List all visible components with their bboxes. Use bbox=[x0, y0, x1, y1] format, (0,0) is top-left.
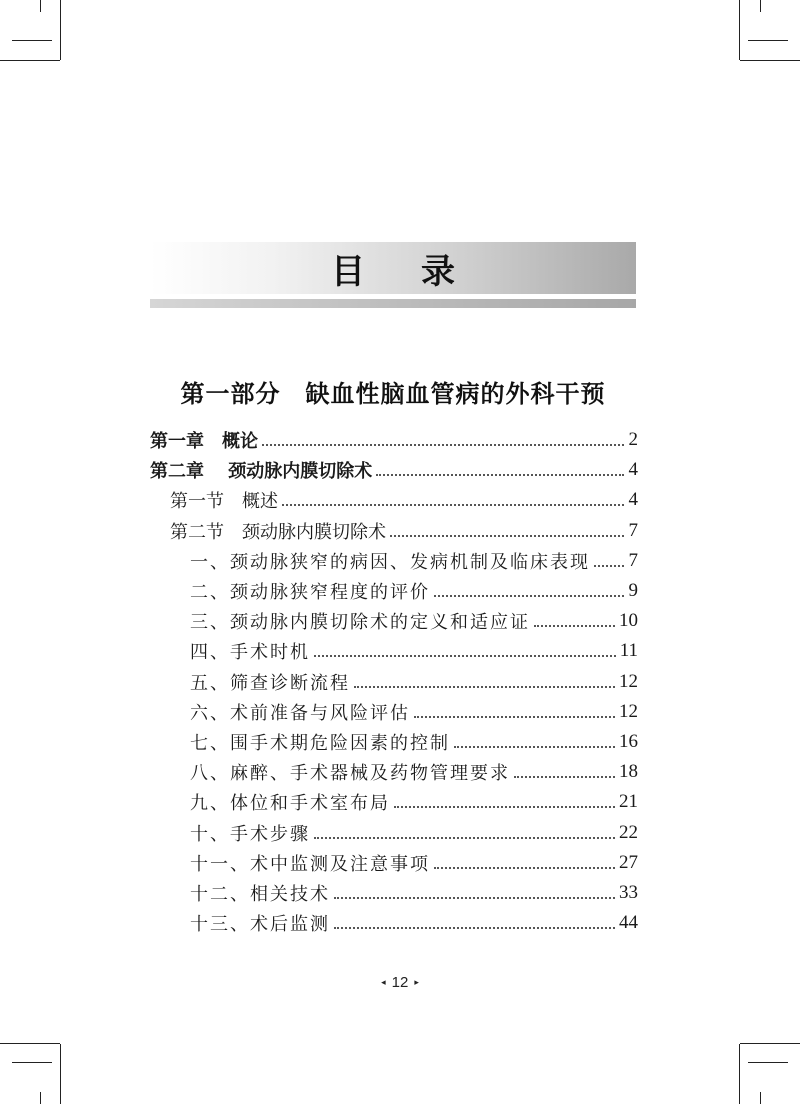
toc-entry-page: 12 bbox=[619, 700, 638, 722]
left-arrow-icon: ◂ bbox=[381, 977, 386, 987]
banner-underline bbox=[150, 299, 636, 308]
toc-entry-label: 十三、术后监测 bbox=[190, 914, 330, 936]
toc-entry-page: 10 bbox=[619, 610, 638, 632]
crop-mark bbox=[739, 0, 740, 60]
crop-mark bbox=[748, 1062, 788, 1063]
dot-leader bbox=[594, 565, 624, 567]
crop-mark bbox=[740, 1043, 800, 1044]
toc-entry-page: 21 bbox=[619, 791, 638, 813]
toc-entry-chapter[interactable] bbox=[150, 425, 638, 455]
toc-entry-label: 九、体位和手术室布局 bbox=[190, 793, 390, 815]
dot-leader bbox=[534, 625, 615, 627]
crop-mark bbox=[0, 1043, 60, 1044]
toc-entry-item[interactable] bbox=[190, 636, 638, 666]
toc-entry-page: 44 bbox=[619, 912, 638, 934]
toc-entry-page: 9 bbox=[628, 580, 638, 601]
dot-leader bbox=[434, 595, 624, 597]
crop-mark bbox=[760, 0, 761, 12]
crop-mark bbox=[60, 0, 61, 60]
crop-mark bbox=[760, 1092, 761, 1104]
toc-entry-page: 12 bbox=[619, 670, 638, 692]
part-title: 第一部分 缺血性脑血管病的外科干预 bbox=[180, 379, 606, 408]
toc-entry-label: 六、术前准备与风险评估 bbox=[190, 702, 410, 724]
dot-leader bbox=[434, 867, 615, 869]
dot-leader bbox=[334, 897, 615, 899]
toc-entry-item[interactable] bbox=[190, 697, 638, 727]
crop-mark bbox=[40, 0, 41, 12]
toc-entry-page: 18 bbox=[619, 761, 638, 783]
toc-entry-chapter[interactable] bbox=[150, 455, 638, 485]
toc-entry-page: 33 bbox=[619, 882, 638, 903]
toc-entry-page: 16 bbox=[619, 731, 638, 752]
crop-mark bbox=[740, 60, 800, 61]
contents-title: 目录 bbox=[331, 251, 511, 292]
toc-entry-label: 十二、相关技术 bbox=[190, 884, 330, 905]
toc-entry-label: 三、颈动脉内膜切除术的定义和适应证 bbox=[190, 612, 530, 634]
crop-mark bbox=[739, 1044, 740, 1104]
toc-entry-item[interactable] bbox=[190, 818, 638, 848]
crop-mark bbox=[748, 40, 788, 41]
dot-leader bbox=[314, 655, 616, 657]
toc-entry-section[interactable] bbox=[170, 516, 638, 546]
toc-entry-label: 十、手术步骤 bbox=[190, 823, 310, 845]
toc-entry-label: 第二章 颈动脉内膜切除术 bbox=[150, 461, 373, 483]
toc-entry-section[interactable] bbox=[170, 485, 638, 515]
crop-mark bbox=[12, 40, 52, 41]
dot-leader bbox=[334, 927, 615, 929]
dot-leader bbox=[354, 686, 615, 688]
dot-leader bbox=[394, 806, 615, 808]
toc-entry-item[interactable] bbox=[190, 757, 638, 787]
toc-entry-page: 4 bbox=[628, 489, 638, 511]
toc-entry-label: 十一、术中监测及注意事项 bbox=[190, 853, 430, 875]
crop-mark bbox=[12, 1062, 52, 1063]
dot-leader bbox=[390, 535, 624, 537]
toc-entry-label: 一、颈动脉狭窄的病因、发病机制及临床表现 bbox=[190, 551, 590, 573]
dot-leader bbox=[282, 504, 624, 506]
toc-entry-label: 第一节 概述 bbox=[170, 491, 278, 513]
dot-leader bbox=[454, 746, 615, 748]
page-number-value: 12 bbox=[391, 974, 409, 991]
dot-leader bbox=[514, 776, 615, 778]
toc-entry-item[interactable] bbox=[190, 667, 638, 697]
toc-entry-item[interactable] bbox=[190, 606, 638, 636]
toc-entry-page: 4 bbox=[628, 459, 638, 481]
toc-entry-page: 7 bbox=[628, 519, 638, 541]
toc-entry-label: 第二节 颈动脉内膜切除术 bbox=[170, 521, 386, 543]
toc-entry-item[interactable] bbox=[190, 546, 638, 576]
page-number bbox=[0, 974, 800, 991]
dot-leader bbox=[314, 837, 615, 839]
toc-entry-label: 二、颈动脉狭窄程度的评价 bbox=[190, 582, 430, 603]
toc-entry-page: 7 bbox=[628, 549, 638, 571]
toc-entry-label: 七、围手术期危险因素的控制 bbox=[190, 733, 450, 754]
toc-entry-page: 11 bbox=[619, 640, 638, 662]
toc-entry-item[interactable] bbox=[190, 908, 638, 938]
toc-entry-page: 22 bbox=[619, 821, 638, 843]
contents-banner bbox=[150, 242, 636, 294]
toc-entry-label: 五、筛查诊断流程 bbox=[190, 672, 350, 694]
right-arrow-icon: ▸ bbox=[414, 977, 419, 987]
crop-mark bbox=[0, 60, 60, 61]
toc-entry-item[interactable] bbox=[190, 576, 638, 606]
toc-entry-label: 八、麻醉、手术器械及药物管理要求 bbox=[190, 763, 510, 785]
crop-mark bbox=[60, 1044, 61, 1104]
dot-leader bbox=[262, 444, 624, 446]
toc-entry-page: 27 bbox=[619, 851, 638, 873]
toc-entry-item[interactable] bbox=[190, 848, 638, 878]
dot-leader bbox=[414, 716, 615, 718]
toc-entry-label: 四、手术时机 bbox=[190, 642, 310, 664]
toc-entry-label: 第一章 概论 bbox=[150, 431, 258, 452]
crop-mark bbox=[40, 1092, 41, 1104]
toc-entry-item[interactable] bbox=[190, 787, 638, 817]
dot-leader bbox=[376, 474, 624, 476]
toc-entry-item[interactable] bbox=[190, 727, 638, 757]
toc-entry-item[interactable] bbox=[190, 878, 638, 908]
toc-entry-page: 2 bbox=[628, 429, 638, 450]
